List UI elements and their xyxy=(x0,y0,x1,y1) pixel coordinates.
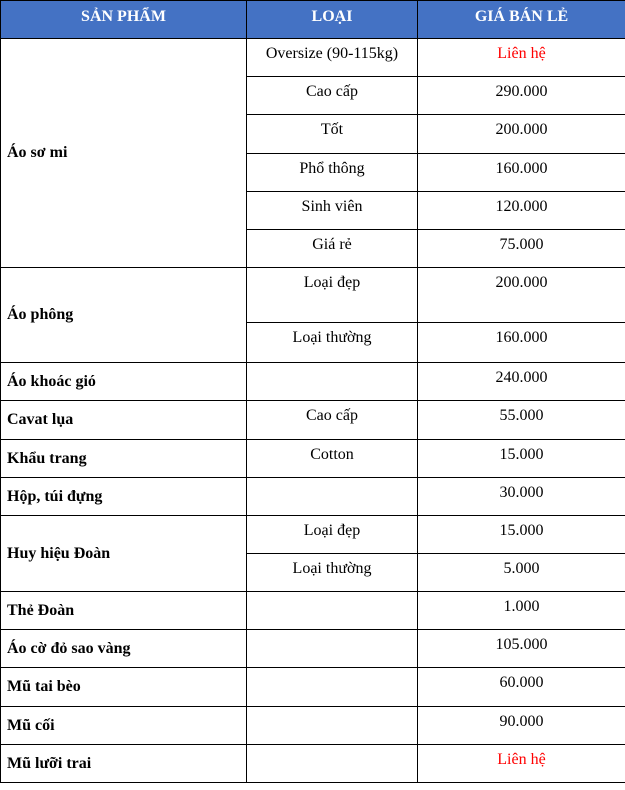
table-header xyxy=(1,1,625,39)
product-type: Cotton xyxy=(247,440,418,478)
table-row xyxy=(1,707,625,745)
table-row xyxy=(1,440,625,478)
product-type xyxy=(247,592,418,630)
product-type: Sinh viên xyxy=(247,192,418,230)
table-row xyxy=(1,592,625,630)
product-type: Loại thường xyxy=(247,323,418,363)
product-price: 15.000 xyxy=(418,440,625,478)
product-price: 160.000 xyxy=(418,154,625,192)
product-type: Loại thường xyxy=(247,554,418,592)
table-body xyxy=(1,39,625,783)
product-type: Oversize (90-115kg) xyxy=(247,39,418,77)
product-name: Mũ tai bèo xyxy=(1,668,247,707)
product-type: Loại đẹp xyxy=(247,268,418,323)
product-name: Áo phông xyxy=(1,268,247,363)
product-price: 290.000 xyxy=(418,77,625,115)
product-price: 105.000 xyxy=(418,630,625,668)
product-type: Cao cấp xyxy=(247,401,418,440)
product-name: Hộp, túi đựng xyxy=(1,478,247,516)
product-price: 200.000 xyxy=(418,268,625,323)
table-row xyxy=(1,363,625,401)
table-row xyxy=(1,39,625,77)
product-type xyxy=(247,668,418,707)
header-price: GIÁ BÁN LẺ xyxy=(418,1,625,39)
product-type xyxy=(247,630,418,668)
table-row xyxy=(1,630,625,668)
header-type: LOẠI xyxy=(247,1,418,39)
product-type xyxy=(247,363,418,401)
product-price: 120.000 xyxy=(418,192,625,230)
product-type: Cao cấp xyxy=(247,77,418,115)
product-price: 55.000 xyxy=(418,401,625,440)
product-type: Giá rẻ xyxy=(247,230,418,268)
product-price: 90.000 xyxy=(418,707,625,745)
product-price: 15.000 xyxy=(418,516,625,554)
product-type: Phổ thông xyxy=(247,154,418,192)
product-name: Cavat lụa xyxy=(1,401,247,440)
table-row xyxy=(1,516,625,554)
product-type xyxy=(247,707,418,745)
table-row xyxy=(1,745,625,783)
header-row xyxy=(1,1,625,39)
product-name: Mũ cối xyxy=(1,707,247,745)
table-row xyxy=(1,268,625,323)
product-name: Áo sơ mi xyxy=(1,39,247,268)
table-row xyxy=(1,668,625,707)
product-price: Liên hệ xyxy=(418,745,625,783)
product-name: Áo khoác gió xyxy=(1,363,247,401)
product-name: Khẩu trang xyxy=(1,440,247,478)
product-price: 30.000 xyxy=(418,478,625,516)
product-price: 5.000 xyxy=(418,554,625,592)
product-name: Mũ lưỡi trai xyxy=(1,745,247,783)
product-price: 240.000 xyxy=(418,363,625,401)
table-row xyxy=(1,401,625,440)
product-price: 75.000 xyxy=(418,230,625,268)
product-name: Huy hiệu Đoàn xyxy=(1,516,247,592)
product-type: Loại đẹp xyxy=(247,516,418,554)
header-product: SẢN PHẨM xyxy=(1,1,247,39)
product-price: 160.000 xyxy=(418,323,625,363)
product-type xyxy=(247,478,418,516)
product-price: Liên hệ xyxy=(418,39,625,77)
table-row xyxy=(1,478,625,516)
product-price: 200.000 xyxy=(418,115,625,154)
product-price: 1.000 xyxy=(418,592,625,630)
product-name: Áo cờ đỏ sao vàng xyxy=(1,630,247,668)
product-type xyxy=(247,745,418,783)
product-type: Tốt xyxy=(247,115,418,154)
product-name: Thẻ Đoàn xyxy=(1,592,247,630)
product-price: 60.000 xyxy=(418,668,625,707)
